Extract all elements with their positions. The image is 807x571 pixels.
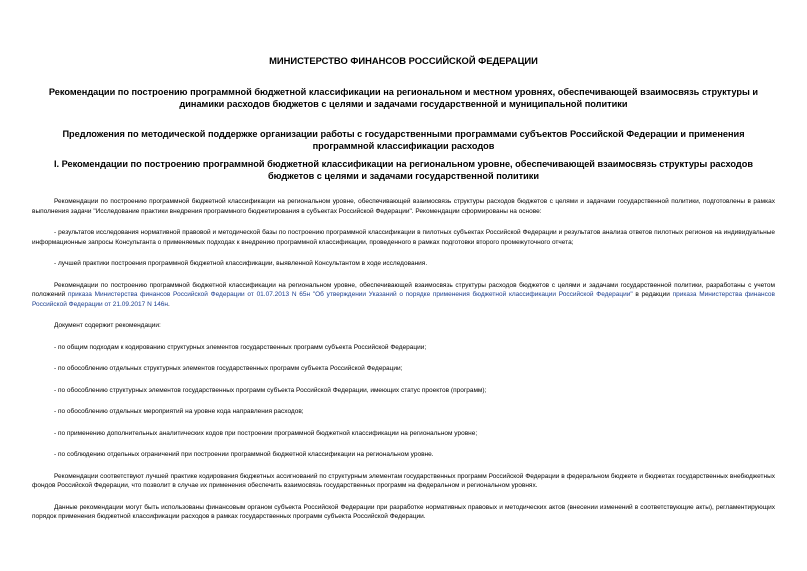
list-item: - по обособлению структурных элементов государственных программ субъекта Российской Федерации, имеющих статус проектов (программ); xyxy=(54,386,487,394)
document-body xyxy=(32,197,775,522)
legal-text-a: Рекомендации по построению программной бюджетной классификации на региональном уровне, обеспечивающей взаимосвязь структуры расходов бюджетов с целями и задачами государственной политики, разработаны с учетом положений xyxy=(32,281,775,298)
order-146n-link[interactable]: приказа Министерства финансов Российской Федерации от 21.09.2017 N 146н xyxy=(32,291,775,308)
paragraph-intro: Рекомендации по построению программной бюджетной классификации на региональном уровне, обеспечивающей взаимосвязь структуры расходов бюджетов с целями и задачами государственной политики, подготовлены в рамках выполнения задачи "Исследование практики внедрения программного бюджетирования в субъектах Российской Федерации". Рекомендации сформированы на основе: xyxy=(32,198,775,215)
list-item: - по общим подходам к кодированию структурных элементов государственных программ субъекта Российской Федерации; xyxy=(54,343,427,351)
paragraph-basis-1: - результатов исследования нормативной правовой и методической базы по построению программной классификации в пилотных субъектах Российской Федерации и результатов анализа ответов пилотных регионов на индивидуальные информационные запросы Консультанта о применяемых подходах к внедрению программной классификации, проведенного в рамках подготовки второго промежуточного отчета; xyxy=(32,229,775,246)
section-heading: I. Рекомендации по построению программной бюджетной классификации на региональном уровне, обеспечивающей взаимосвязь структуры расходов бюджетов с целями и задачами государственной политики xyxy=(54,159,753,181)
document-subtitle: Предложения по методической поддержке организации работы с государственными программами субъектов Российской Федерации и применения программной классификации расходов xyxy=(62,129,745,151)
paragraph-legal xyxy=(32,281,775,310)
list-item: - по обособлению отдельных структурных элементов государственных программ субъекта Российской Федерации; xyxy=(54,365,403,372)
legal-text-c: . xyxy=(168,300,170,308)
paragraph-usage: Данные рекомендации могут быть использованы финансовым органом субъекта Российской Федерации при разработке нормативных правовых и методических актов (внесении изменений в соответствующие акты), регламентирующих порядок применения бюджетной классификации расходов в рамках государственных программ субъекта Российской Федерации. xyxy=(32,503,775,520)
ministry-heading: МИНИСТЕРСТВО ФИНАНСОВ РОССИЙСКОЙ ФЕДЕРАЦИИ xyxy=(269,55,538,66)
paragraph-contains: Документ содержит рекомендации: xyxy=(54,322,161,329)
legal-text-b: в редакции xyxy=(632,291,673,298)
list-item: - по обособлению отдельных мероприятий на уровне кода направления расходов; xyxy=(54,408,304,415)
list-item: - по применению дополнительных аналитических кодов при построении программной бюджетной классификации на региональном уровне; xyxy=(54,429,478,437)
paragraph-practice: Рекомендации соответствуют лучшей практике кодирования бюджетных ассигнований по структурным элементам государственных программ Российской Федерации в федеральном бюджете и бюджетах государственных внебюджетных фондов Российской Федерации, что позволит в случае их применения обеспечить взаимосвязь государственных программ на федеральном и региональном уровнях. xyxy=(32,472,775,489)
paragraph-basis-2: - лучшей практики построения программной бюджетной классификации, выявленной Консультантом в ходе исследования. xyxy=(54,260,428,267)
document-title: Рекомендации по построению программной бюджетной классификации на региональном и местном уровнях, обеспечивающей взаимосвязь структуры и динамики расходов бюджетов с целями и задачами государственной и муниципальной политики xyxy=(48,87,759,109)
order-65n-link[interactable]: приказа Министерства финансов Российской Федерации от 01.07.2013 N 65н "Об утверждении Указаний о порядке применения бюджетной классификации Российской Федерации" xyxy=(67,291,633,298)
list-item: - по соблюдению отдельных ограничений при построении программной бюджетной классификации на региональном уровне. xyxy=(54,451,434,458)
